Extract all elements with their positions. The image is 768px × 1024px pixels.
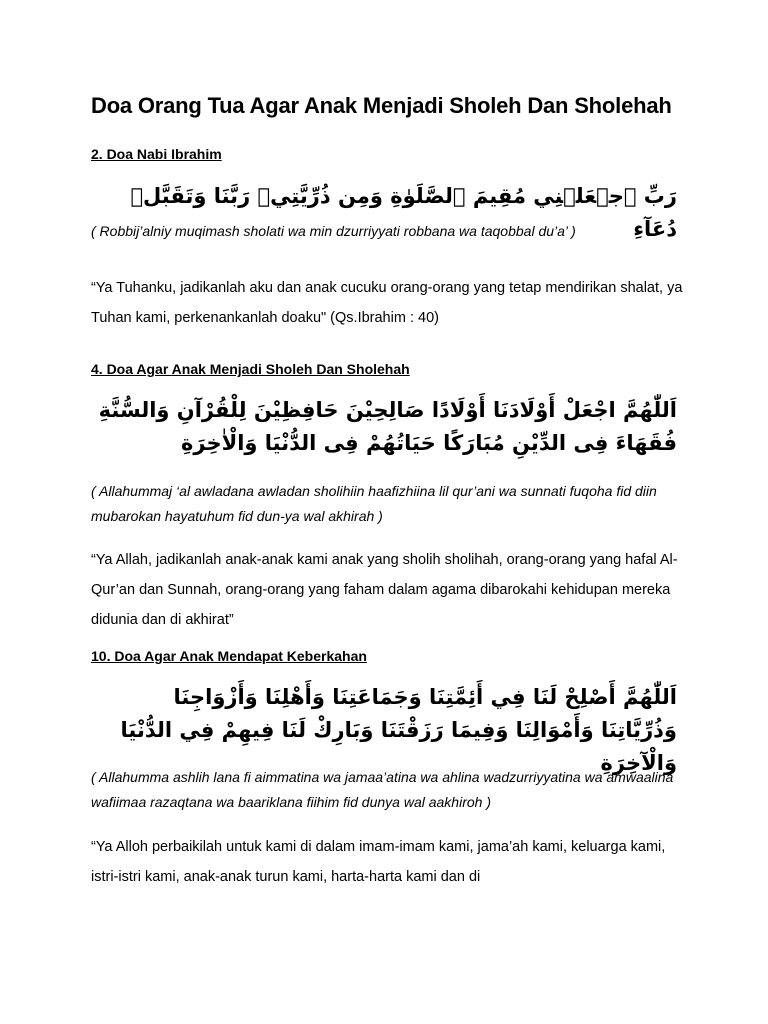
transliteration-text: ( Allahummaj ‘al awladana awladan sholihiin haafizhiina lil qur’ani wa sunnati fuqoha fid diin mubarokan hayatuhum fid dun-ya wal akhirah ) xyxy=(91,483,657,524)
document-title: Doa Orang Tua Agar Anak Menjadi Sholeh Dan Sholehah xyxy=(91,93,672,118)
section-heading-doa-nabi-ibrahim: 2. Doa Nabi Ibrahim xyxy=(91,146,222,162)
section-heading-keberkahan: 10. Doa Agar Anak Mendapat Keberkahan xyxy=(91,648,367,664)
arabic-prayer-text: اَللّٰهُمَّ اجْعَلْ أَوْلَادَنَا أَوْلَادًا صَالِحِيْنَ حَافِظِيْنَ لِلْقُرْآنِ وَالسُّنَّةِ فُقَهَاءَ فِى الدِّيْنِ مُبَارَكًا حَيَاتُهُمْ فِى الدُّنْيَا وَالْاٰخِرَةِ xyxy=(98,398,677,455)
translation-text: “Ya Alloh perbaikilah untuk kami di dalam imam-imam kami, jama’ah kami, keluarga kami, istri-istri kami, anak-anak turun kami, harta-harta kami dan di xyxy=(91,839,666,885)
section-heading-anak-sholeh: 4. Doa Agar Anak Menjadi Sholeh Dan Sholehah xyxy=(91,361,410,377)
arabic-prayer-text: رَبِّ ٱجۡعَلۡنِي مُقِيمَ ٱلصَّلَوٰةِ وَمِن ذُرِّيَّتِيۚ رَبَّنَا وَتَقَبَّلۡ دُعَآءِ xyxy=(130,184,677,241)
transliteration-text: ( Robbij’alniy muqimash sholati wa min dzurriyyati robbana wa taqobbal du’a’ ) xyxy=(91,223,576,239)
translation-text: “Ya Tuhanku, jadikanlah aku dan anak cucuku orang-orang yang tetap mendirikan shalat, ya Tuhan kami, perkenankanlah doaku" (Qs.Ibrahim : 40) xyxy=(91,280,683,326)
transliteration-text: ( Allahumma ashlih lana fi aimmatina wa jamaa’atina wa ahlina wadzurriyyatina wa amwaalina wafiimaa razaqtana wa baariklana fiihim fid dunya wal aakhiroh ) xyxy=(91,769,674,810)
arabic-prayer-text: اَللّٰهُمَّ أَصْلِحْ لَنَا فِي أَئِمَّتِنَا وَجَمَاعَتِنَا وَأَهْلِنَا وَأَزْوَاجِنَا وَذُرِّيَّاتِنَا وَأَمْوَالِنَا وَفِيمَا رَزَقْتَنَا وَبَارِكْ لَنَا فِيهِمْ فِي الدُّنْيَا وَالْآخِرَةِ xyxy=(120,685,677,775)
translation-text: “Ya Allah, jadikanlah anak-anak kami anak yang sholih sholihah, orang-orang yang hafal Al-Qur’an dan Sunnah, orang-orang yang faham dalam agama dibarokahi kehidupan mereka didunia dan di akhirat” xyxy=(91,552,678,628)
